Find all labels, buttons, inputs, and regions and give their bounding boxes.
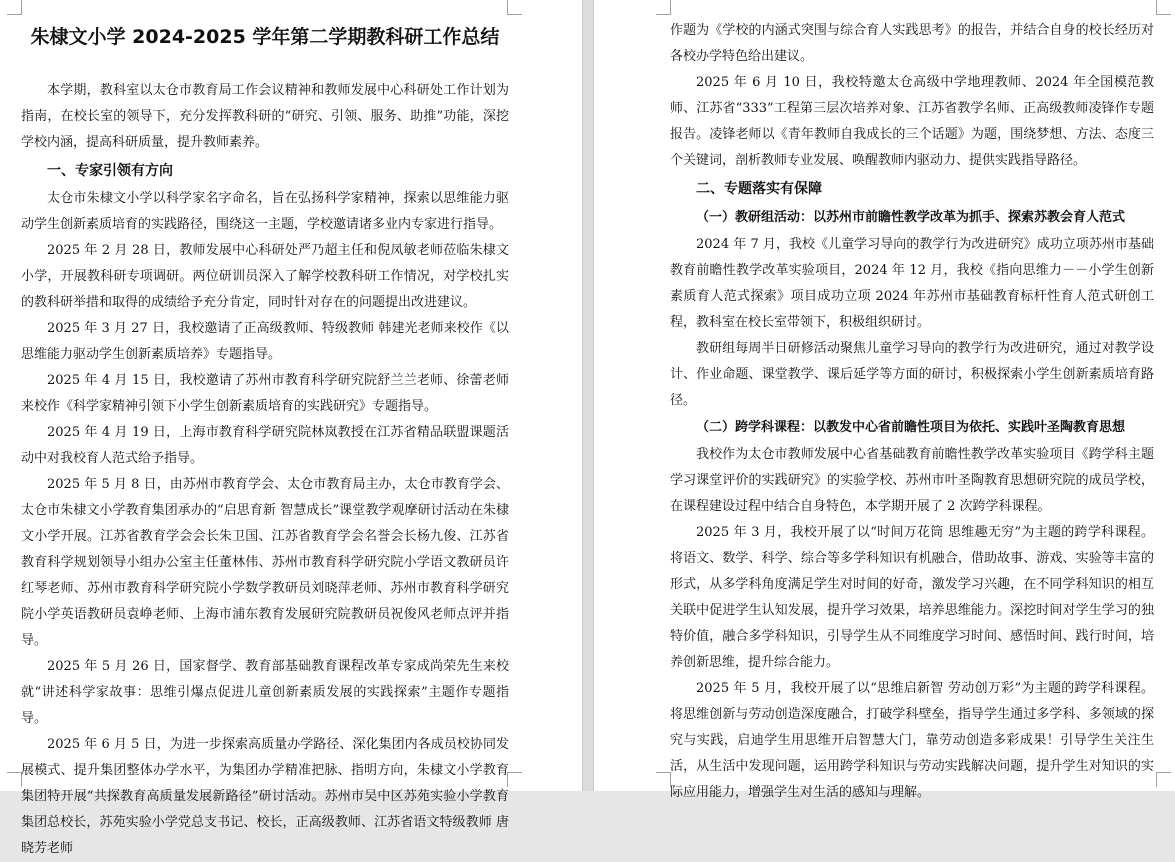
document-page-right — [594, 0, 1175, 800]
crop-mark — [1156, 0, 1171, 15]
section-heading: 二、专题落实有保障 — [696, 181, 822, 197]
text-column-right — [670, 18, 1154, 806]
paragraph: 2025 年 5 月 8 日，由苏州市教育学会、太仓市教育局主办，太仓市教育学会、太仓市朱棣文小学教育集团承办的“启思育新 智慧成长”课堂教学观摩研讨活动在朱棣文小学开展。江苏省教育学会会长朱卫国、江苏省教育学会名誉会长杨九俊、江苏省教育科学规划领导小组办公室主任董林伟、苏州市教育科学研究院小学语文教研员许红琴老师、苏州市教育科学研究院小学数学教研员刘晓萍老师、苏州市教育科学研究院小学英语教研员袁峥老师、上海市浦东教育发展研究院教研员祝俊风老师点评并指导。 — [21, 477, 509, 648]
paragraph: 2025 年 2 月 28 日，教师发展中心科研处严乃超主任和倪凤敏老师莅临朱棣文小学，开展教科研专项调研。两位研训员深入了解学校教科研工作情况，对学校扎实的教科研举措和取得的成绩给予充分肯定，同时针对存在的问题提出改进建议。 — [21, 243, 509, 310]
paragraph: 2024 年 7 月，我校《儿童学习导向的教学行为改进研究》成功立项苏州市基础教育前瞻性教学改革实验项目，2024 年 12 月，我校《指向思维力－－小学生创新素质育人范式探索》项目成功立项 2024 年苏州市基础教育标杆性育人范式研创工程，教科室在校长室带领下，积极组织研讨。 — [670, 237, 1154, 330]
crop-mark — [656, 772, 671, 787]
page-gutter — [582, 0, 594, 791]
document-page-left — [0, 0, 582, 856]
paragraph-continuation: 作题为《学校的内涵式突围与综合育人实践思考》的报告，并结合自身的校长经历对各校办学特色给出建议。 — [670, 23, 1154, 64]
intro-paragraph: 本学期，教科室以太仓市教育局工作会议精神和教师发展中心科研处工作计划为指南，在校长室的领导下，充分发挥教科研的“研究、引领、服务、助推”功能，深挖学校内涵，提高科研质量，提升教师素养。 — [21, 83, 509, 150]
crop-mark — [656, 0, 671, 15]
paragraph: 2025 年 4 月 19 日，上海市教育科学研究院林岚教授在江苏省精品联盟课题活动中对我校育人范式给予指导。 — [21, 425, 509, 466]
paragraph: 2025 年 3 月，我校开展了以“时间万花筒 思维趣无穷”为主题的跨学科课程。将语文、数学、科学、综合等多学科知识有机融合，借助故事、游戏、实验等丰富的形式，从多学科角度满足学生对时间的好奇，激发学习兴趣，在不同学科知识的相互关联中促进学生认知发展，提升学习效果，培养思维能力。深挖时间对学生学习的独特价值，融合多学科知识，引导学生从不同维度学习时间、感悟时间、践行时间，培养创新思维，提升综合能力。 — [670, 525, 1154, 670]
paragraph: 2025 年 3 月 27 日，我校邀请了正高级教师、特级教师 韩建光老师来校作《以思维能力驱动学生创新素质培养》专题指导。 — [21, 321, 509, 362]
crop-mark — [1156, 772, 1171, 787]
crop-mark — [507, 772, 522, 787]
crop-mark — [507, 0, 522, 15]
paragraph: 我校作为太仓市教师发展中心省基础教育前瞻性教学改革实验项目《跨学科主题学习课堂评价的实践研究》的实验学校、苏州市叶圣陶教育思想研究院的成员学校，在课程建设过程中结合自身特色，本学期开展了 2 次跨学科课程。 — [670, 447, 1154, 514]
subsection-heading: （一）教研组活动：以苏州市前瞻性教学改革为抓手、探索苏教会育人范式 — [696, 210, 1126, 225]
paragraph: 教研组每周半日研修活动聚焦儿童学习导向的教学行为改进研究，通过对教学设计、作业命题、课堂教学、课后延学等方面的研讨，积极探索小学生创新素质培育路径。 — [670, 341, 1154, 408]
paragraph: 太仓市朱棣文小学以科学家名字命名，旨在弘扬科学家精神，探索以思维能力驱动学生创新素质培育的实践路径，围绕这一主题，学校邀请诸多业内专家进行指导。 — [21, 191, 509, 232]
paragraph: 2025 年 5 月，我校开展了以“思维启新智 劳动创万彩”为主题的跨学科课程。将思维创新与劳动创造深度融合，打破学科壁垒，指导学生通过多学科、多领域的探究与实践，启迪学生用思维开启智慧大门，靠劳动创造多彩成果！引导学生关注生活，从生活中发现问题，运用跨学科知识与劳动实践解决问题，提升学生对知识的实际应用能力，增强学生对生活的感知与理解。 — [670, 681, 1154, 800]
document-title: 朱棣文小学 2024-2025 学年第二学期教科研工作总结 — [30, 26, 500, 48]
crop-mark — [7, 772, 22, 787]
crop-mark — [7, 0, 22, 15]
text-column-left — [21, 12, 509, 862]
section-heading: 一、专家引领有方向 — [47, 163, 173, 179]
paragraph: 2025 年 6 月 10 日，我校特邀太仓高级中学地理教师、2024 年全国模范教师、江苏省“333”工程第三层次培养对象、江苏省教学名师、正高级教师凌锋作专题报告。凌锋老师以《青年教师自我成长的三个话题》为题，围绕梦想、方法、态度三个关键词，剖析教师专业发展、唤醒教师内驱动力、提供实践指导路径。 — [670, 75, 1154, 168]
paragraph: 2025 年 4 月 15 日，我校邀请了苏州市教育科学研究院舒兰兰老师、徐蕾老师来校作《科学家精神引领下小学生创新素质培育的实践研究》专题指导。 — [21, 373, 509, 414]
paragraph: 2025 年 6 月 5 日，为进一步探索高质量办学路径、深化集团内各成员校协同发展模式、提升集团整体办学水平，为集团办学精准把脉、指明方向，朱棣文小学教育集团特开展“共探教育高质量发展新路径”研讨活动。苏州市吴中区苏苑实验小学教育集团总校长，苏苑实验小学党总支书记、校长，正高级教师、江苏省语文特级教师 唐晓芳老师 — [21, 737, 509, 856]
subsection-heading: （二）跨学科课程：以教发中心省前瞻性项目为依托、实践叶圣陶教育思想 — [696, 420, 1126, 435]
paragraph: 2025 年 5 月 26 日，国家督学、教育部基础教育课程改革专家成尚荣先生来校就“讲述科学家故事：思维引爆点促进儿童创新素质发展的实践探索”主题作专题指导。 — [21, 659, 509, 726]
